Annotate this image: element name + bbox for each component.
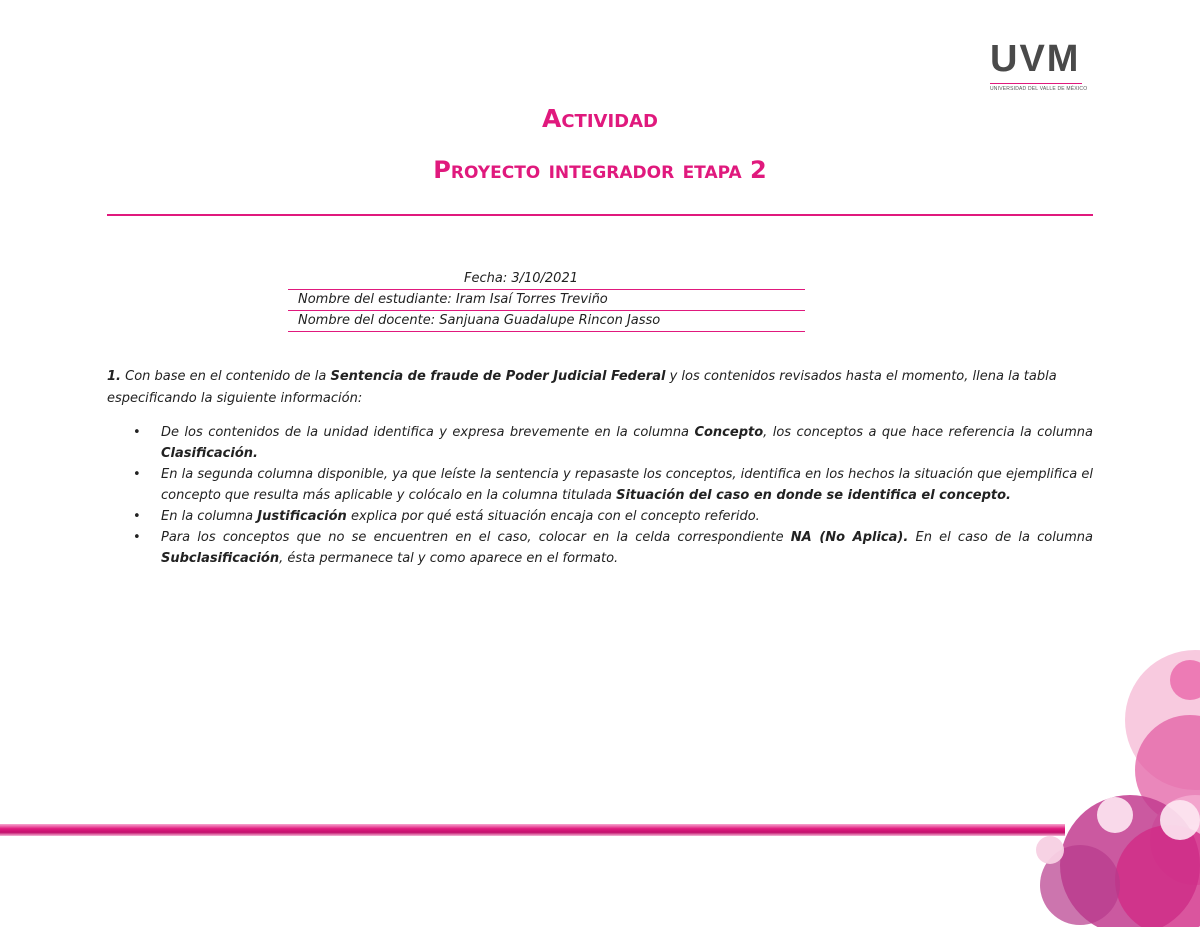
decorative-circles	[1020, 640, 1200, 927]
intro-text-2: y los contenidos revisados hasta el momento, llena la tabla especificando la siguiente información:	[107, 369, 1057, 406]
bullet-keyword: Justificación	[257, 509, 347, 524]
bullet-text: Para los conceptos que no se encuentren en el caso, colocar en la celda correspondiente	[161, 530, 791, 545]
bullet-text: En la segunda columna disponible, ya que leíste la sentencia y repasaste los conceptos, identifica en los hechos la situación que ejemplifica el concepto que resulta más aplicable y colócalo en la columna titulada	[161, 467, 1093, 503]
list-item	[107, 422, 1093, 464]
bullet-icon: •	[133, 467, 141, 482]
title-divider	[107, 214, 1093, 216]
instruction-paragraph	[107, 366, 1093, 410]
instruction-number: 1.	[107, 369, 121, 384]
date-field: Fecha: 3/10/2021	[288, 270, 805, 290]
list-item	[107, 464, 1093, 506]
list-item	[107, 506, 1093, 527]
bullet-icon: •	[133, 509, 141, 524]
bullet-text: , ésta permanece tal y como aparece en el formato.	[279, 551, 619, 566]
bullet-text: explica por qué está situación encaja con el concepto referido.	[346, 509, 760, 524]
deco-circle	[1097, 797, 1133, 833]
bullet-text: En la columna	[161, 509, 258, 524]
bullet-text: En el caso de la columna	[908, 530, 1093, 545]
logo-text: UVM	[990, 38, 1081, 80]
intro-sentence-title: Sentencia de fraude de Poder Judicial Federal	[330, 369, 666, 384]
instruction-list	[107, 422, 1093, 569]
bullet-icon: •	[133, 425, 141, 440]
footer-pink-bar	[0, 824, 1065, 836]
bullet-keyword: Concepto	[694, 425, 764, 440]
list-item	[107, 527, 1093, 569]
deco-circle	[1036, 836, 1064, 864]
bullet-keyword: Situación del caso en donde se identifica el concepto.	[616, 488, 1011, 503]
student-name-field: Nombre del estudiante: Iram Isaí Torres Treviño	[288, 291, 805, 311]
bullet-text: , los conceptos a que hace referencia la columna	[763, 425, 1093, 440]
teacher-name-field: Nombre del docente: Sanjuana Guadalupe Rincon Jasso	[288, 312, 805, 332]
bullet-keyword: Clasificación.	[161, 446, 258, 461]
page-title: Actividad	[542, 104, 658, 133]
logo-tagline: UNIVERSIDAD DEL VALLE DE MÉXICO	[990, 83, 1082, 92]
bullet-text: De los contenidos de la unidad identifica y expresa brevemente en la columna	[161, 425, 695, 440]
bullet-keyword: NA (No Aplica).	[790, 530, 909, 545]
deco-circle	[1160, 800, 1200, 840]
bullet-icon: •	[133, 530, 141, 545]
uvm-logo	[990, 40, 1090, 90]
bullet-keyword: Subclasificación	[161, 551, 280, 566]
page-subtitle: Proyecto integrador etapa 2	[433, 156, 767, 184]
intro-text-1: Con base en el contenido de la	[120, 369, 331, 384]
